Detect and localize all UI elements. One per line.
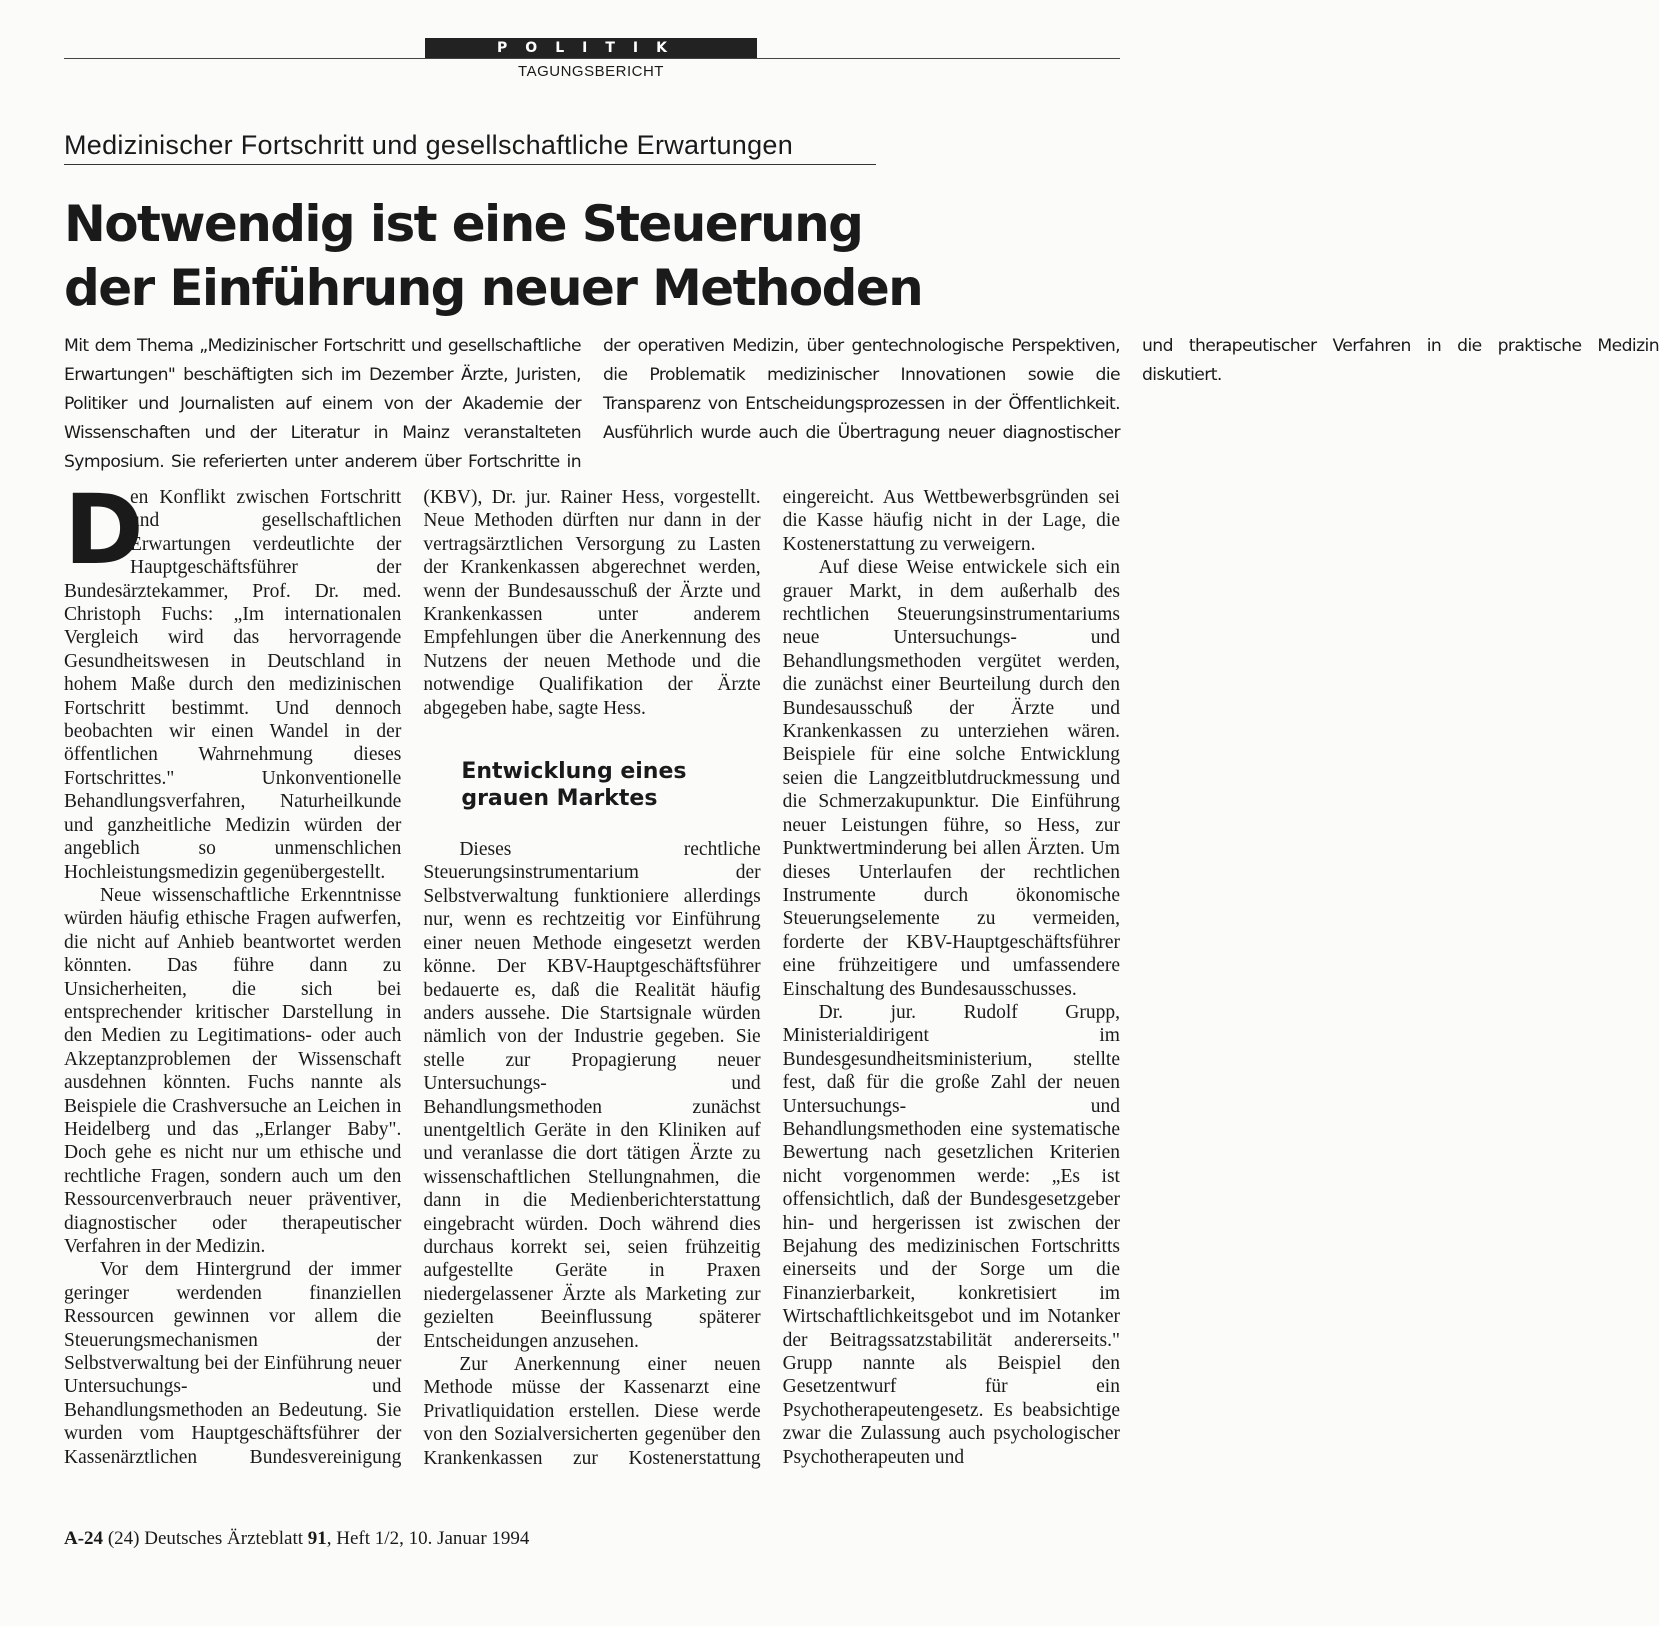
page-footer (64, 1528, 529, 1550)
header-rule (64, 58, 1120, 59)
kicker: Medizinischer Fortschritt und gesellschaftliche Erwartungen (64, 130, 794, 160)
body-paragraph-1-text: en Konflikt zwischen Fortschritt und gesellschaftlichen Erwartungen verdeutlichte der Hauptgeschäftsführer der Bundesärztekammer, Prof. Dr. med. Christoph Fuchs: „Im internationalen Vergleich wird das hervorragende Gesundheitswesen in Deutschland in hohem Maße durch den medizinischen Fortschritt bestimmt. Und dennoch beobachten wir einen Wandel in der öffentlichen Wahrnehmung dieses Fortschrittes." Unkonventionelle Behandlungsverfahren, Naturheilkunde und ganzheitliche Medizin würden der angeblich so unmenschlichen Hochleistungsmedizin gegenübergestellt. (64, 487, 402, 883)
body-paragraph-3: Vor dem Hintergrund der immer geringer werdenden finanziellen Ressourcen gewinnen vor allem die Steuerungsmechanismen der Selbstverwaltung bei der Einführung neuer Untersuchungs- und Behandlungsmethoden an Bedeutung. Sie wurden vom Hauptgeschäftsführer der Kassenärztlichen Bundesvereinigung (KBV), Dr. jur. Rainer Hess, vorgestellt. Neue Methoden dürften nur dann in der vertragsärztlichen Versorgung zu Lasten der Krankenkassen abgerechnet werden, wenn der Bundesausschuß der Ärzte und Krankenkassen unter anderem Empfehlungen über die Anerkennung des Nutzens der neuen Methode und die notwendige Qualifikation der Ärzte abgegeben habe, sagte Hess. (64, 487, 761, 1468)
page-number: A-24 (64, 1528, 104, 1549)
body-paragraph-5: Zur Anerkennung einer neuen Methode müsse der Kassenarzt eine Privatliquidation erstellen. Diese werde von den Sozialversicherten gegenüber den Krankenkassen zur Kostenerstattung eingereicht. Aus Wettbewerbsgründen sei die Kasse häufig nicht in der Lage, die Kostenerstattung zu verweigern. (423, 487, 1120, 1469)
footer-issue: , Heft 1/2, 10. Januar 1994 (326, 1528, 530, 1549)
body-paragraph-6: Auf diese Weise entwickele sich ein grauer Markt, in dem außerhalb des rechtlichen Steuerungsinstrumentariums neue Untersuchungs- und Behandlungsmethoden vergütet werden, die zunächst einer Beurteilung durch den Bundesausschuß der Ärzte und Krankenkassen zu unterziehen wären. Beispiele für eine solche Entwicklung seien die Langzeitblutdruckmessung und die Schmerzakupunktur. Die Einführung neuer Leistungen führe, so Hess, zur Punktwertminderung bei allen Ärzten. Um dieses Unterlaufen der rechtlichen Instrumente durch ökonomische Steuerungselemente zu vermeiden, forderte der KBV-Hauptgeschäftsführer eine frühzeitigere und umfassendere Einschaltung des Bundesausschusses. (782, 557, 1120, 1000)
body-paragraph-2: Neue wissenschaftliche Erkenntnisse würden häufig ethische Fragen aufwerfen, die nicht auf Anhieb beantwortet werden könnten. Das führe dann zu Unsicherheiten, die sich bei entsprechender kritischer Darstellung in den Medien zu Legitimations- oder auch Akzeptanzproblemen der Wissenschaft ausdehnen könnten. Fuchs nannte als Beispiele die Crashversuche an Leichen in Heidelberg und das „Erlanger Baby". Doch gehe es nicht nur um ethische und rechtliche Fragen, sondern auch um den Ressourcenverbrauch neuer präventiver, diagnostischer oder therapeutischer Verfahren in der Medizin. (64, 884, 402, 1257)
body-paragraph-7: Dr. jur. Rudolf Grupp, Ministerialdirigent im Bundesgesundheitsministerium, stellte fest, daß für die große Zahl der neuen Untersuchungs- und Behandlungsmethoden eine systematische Bewertung nach gesetzlichen Kriterien nicht vorgenommen werde: „Es ist offensichtlich, daß der Bundesgesetzgeber hin- und hergerissen ist zwischen der Bejahung des medizinischen Fortschritts einerseits und der Sorge um die Finanzierbarkeit, konkretisiert im Wirtschaftlichkeitsgebot und im Notanker der Beitragssatzstabilität andererseits." Grupp nannte als Beispiel den Gesetzentwurf für ein Psychotherapeutengesetz. Es beabsichtige zwar die Zulassung auch psychologischer Psychotherapeuten und (782, 1001, 1120, 1468)
headline-line-1: Notwendig ist eine Steuerung (64, 195, 863, 253)
subheading: Entwicklung eines grauen Marktes (461, 759, 687, 812)
lead-paragraph (64, 332, 1659, 478)
rubric-label: POLITIK (497, 40, 685, 56)
footer-volume: 91 (307, 1528, 327, 1549)
article-body (64, 474, 1120, 1486)
headline-line-2: der Einführung neuer Methoden (64, 259, 923, 317)
drop-cap: D (64, 474, 144, 586)
lead-text: Mit dem Thema „Medizinischer Fortschritt und gesellschaftliche Erwartungen" beschäftigten sich im Dezember Ärzte, Juristen, Politiker und Journalisten auf einem von der Akademie der Wissenschaften und der Literatur in Mainz veranstalteten Symposium. Sie referierten unter anderem über Fortschritte in der operativen Medizin, über gentechnologische Perspektiven, die Problematik medizinischer Innovationen sowie die Transparenz von Entscheidungsprozessen in der Öffentlichkeit. Ausführlich wurde auch die Übertragung neuer diagnostischer und therapeutischer Verfahren in die praktische Medizin diskutiert. (64, 336, 1659, 472)
footer-citation: (24) Deutsches Ärzteblatt (107, 1528, 304, 1549)
section-label: TAGUNGSBERICHT (518, 63, 664, 80)
kicker-underline (64, 164, 876, 165)
body-paragraph-1 (64, 474, 402, 884)
body-paragraph-4: Dieses rechtliche Steuerungsinstrumentarium der Selbstverwaltung funktioniere allerdings nur, wenn es rechtzeitig vor Einführung einer neuen Methode eingesetzt werden könne. Der KBV-Hauptgeschäftsführer bedauerte es, daß die Realität häufig anders aussehe. Die Startsignale würden nämlich von der Industrie gegeben. Sie stelle zur Propagierung neuer Untersuchungs- und Behandlungsmethoden zunächst unentgeltlich Geräte in den Kliniken auf und veranlasse die dort tätigen Ärzte zu wissenschaftlichen Stellungnahmen, die dann in die Medienberichterstattung eingebracht würden. Doch während dies durchaus korrekt sei, seien frühzeitig aufgestellte Geräte in Praxen niedergelassener Ärzte als Marketing zur gezielten Beeinflussung späterer Entscheidungen anzusehen. (423, 839, 761, 1352)
headline (64, 192, 1124, 320)
